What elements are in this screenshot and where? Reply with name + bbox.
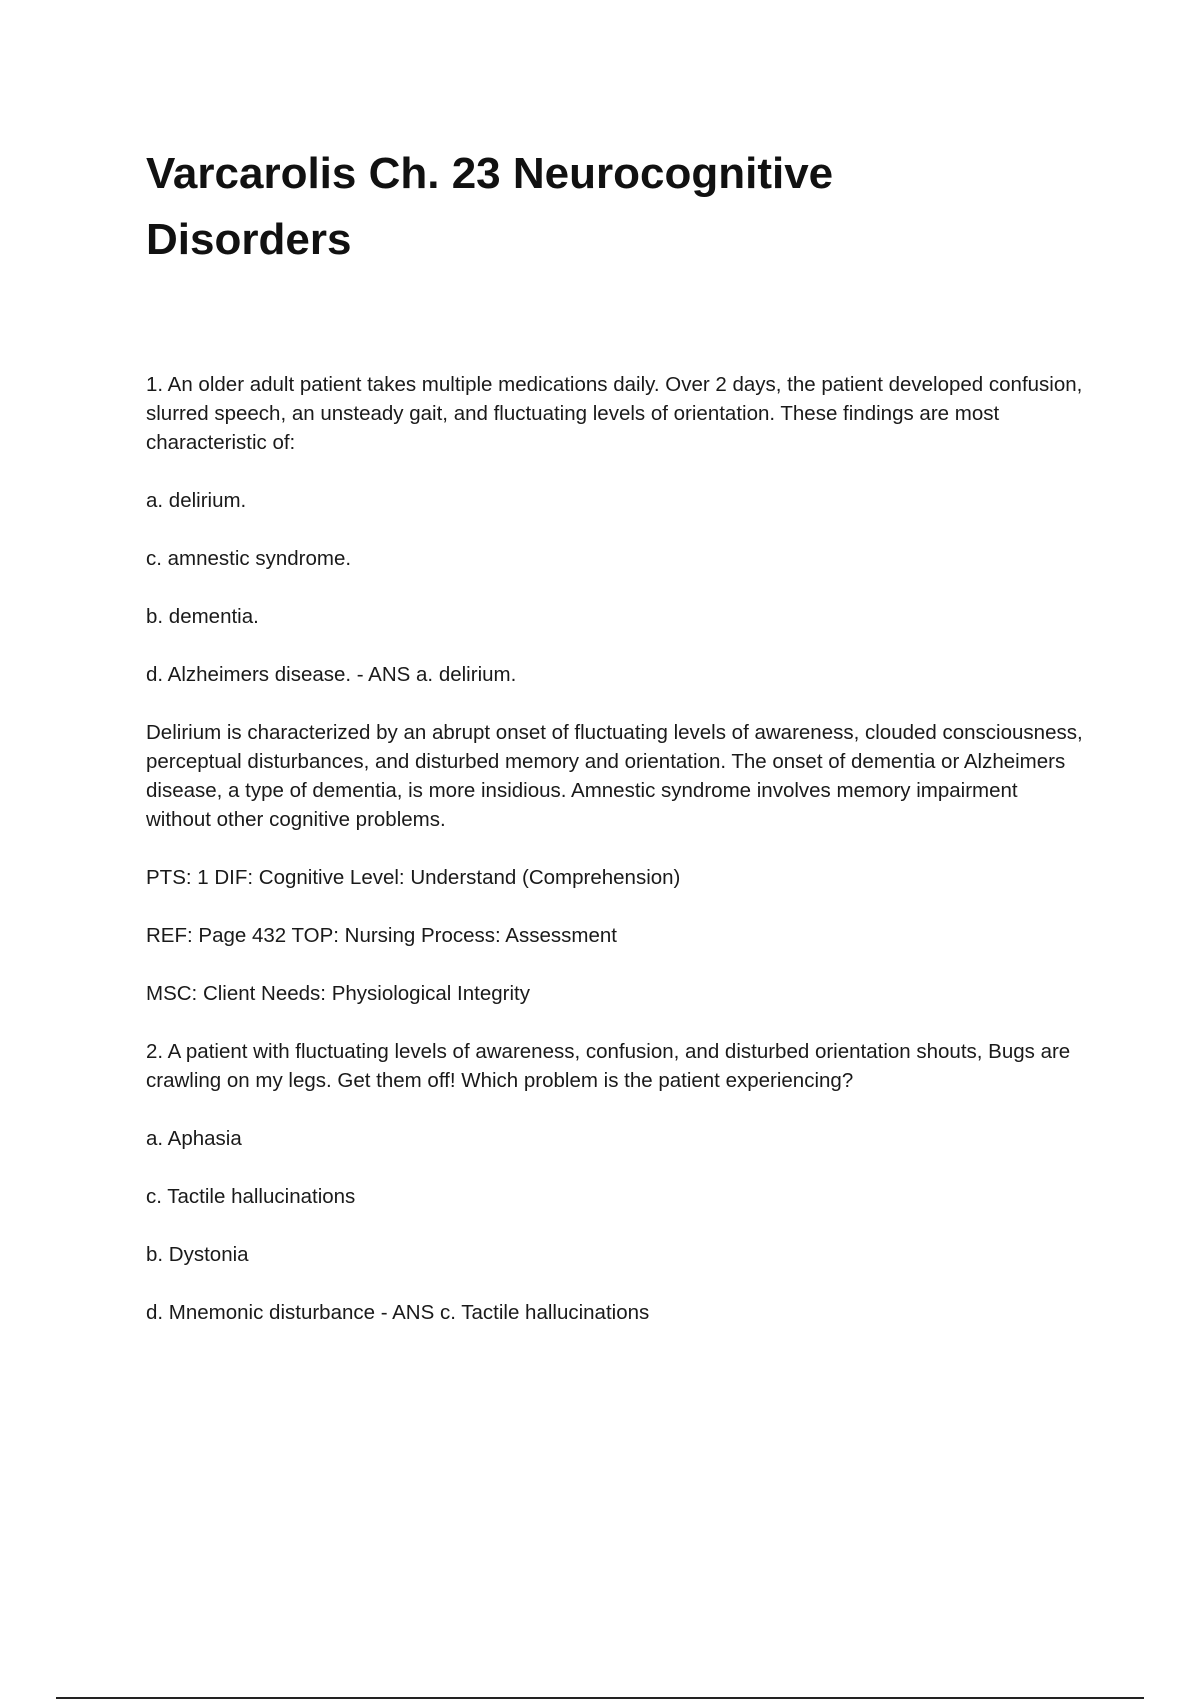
document-body (146, 370, 1086, 1327)
meta-msc: MSC: Client Needs: Physiological Integrity (146, 982, 530, 1005)
page-title: Varcarolis Ch. 23 Neurocognitive Disorders (146, 149, 834, 264)
answer-option: a. Aphasia (146, 1127, 242, 1150)
answer-option: c. amnestic syndrome. (146, 547, 352, 570)
answer-option: b. Dystonia (146, 1243, 249, 1266)
question-stem: 2. A patient with fluctuating levels of awareness, confusion, and disturbed orientation shouts, Bugs are crawling on my legs. Get them off! Which problem is the patient experiencing? (146, 1040, 1071, 1092)
answer-option: c. Tactile hallucinations (146, 1185, 356, 1208)
meta-pts: PTS: 1 DIF: Cognitive Level: Understand (Comprehension) (146, 866, 681, 889)
answer-option: b. dementia. (146, 605, 259, 628)
answer-option: d. Alzheimers disease. - ANS a. delirium. (146, 663, 517, 686)
meta-ref: REF: Page 432 TOP: Nursing Process: Assessment (146, 924, 617, 947)
answer-option: d. Mnemonic disturbance - ANS c. Tactile hallucinations (146, 1301, 650, 1324)
rationale-text: Delirium is characterized by an abrupt onset of fluctuating levels of awareness, clouded consciousness, perceptual disturbances, and disturbed memory and orientation. The onset of dementia or Alzheimers disease, a type of dementia, is more insidious. Amnestic syndrome involves memory impairment without other cognitive problems. (146, 721, 1083, 831)
question-stem: 1. An older adult patient takes multiple medications daily. Over 2 days, the patient developed confusion, slurred speech, an unsteady gait, and fluctuating levels of orientation. These findings are most characteristic of: (146, 373, 1083, 454)
answer-option: a. delirium. (146, 489, 247, 512)
page-bottom-rule (56, 1697, 1144, 1699)
